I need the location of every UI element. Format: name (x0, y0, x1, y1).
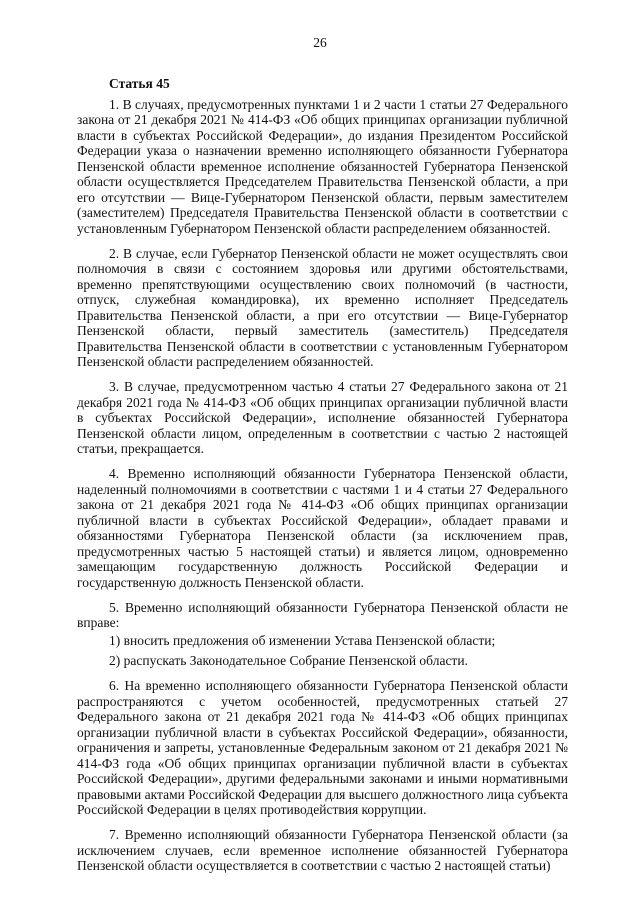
article-body (77, 76, 568, 883)
paragraph-1: 1. В случаях, предусмотренных пунктами 1 и 2 части 1 статьи 27 Федерального закона от 21 декабря 2021 № 414-ФЗ «Об общих принципах организации публичной власти в субъектах Российской Федерации», до издания Президентом Российской Федерации указа о назначении временно исполняющего обязанности Губернатора Пензенской области временное исполнение обязанностей Губернатора Пензенской области осуществляется Председателем Правительства Пензенской области, а при его отсутствии — Вице-Губернатором Пензенской области, первым заместителем (заместителем) Председателя Правительства Пензенской области в соответствии с установленным Губернатором Пензенской области распределением обязанностей. (77, 96, 568, 236)
list-item-2: 2) распускать Законодательное Собрание Пензенской области. (109, 653, 468, 668)
paragraph-3: 3. В случае, предусмотренном частью 4 статьи 27 Федерального закона от 21 декабря 2021 года № 414-ФЗ «Об общих принципах организации публичной власти в субъектах Российской Федерации», исполнение обязанностей Губернатора Пензенской области лицом, определенным в соответствии с частью 2 настоящей статьи, прекращается. (77, 379, 568, 456)
paragraph-4: 4. Временно исполняющий обязанности Губернатора Пензенской области, наделенный полномочиями в соответствии с частями 1 и 4 статьи 27 Федерального закона от 21 декабря 2021 года № 414-ФЗ «Об общих принципах организации публичной власти в субъектах Российской Федерации», обладает правами и обязанностями Губернатора Пензенской области (за исключением прав, предусмотренных частью 5 настоящей статьи) и является лицом, одновременно замещающим государственную должность Российской Федерации и государственную должность Пензенской области. (77, 466, 568, 590)
paragraph-7: 7. Временно исполняющий обязанности Губернатора Пензенской области (за исключением случаев, если временное исполнение обязанностей Губернатора Пензенской области осуществляется в соответствии с частью 2 настоящей статьи) (77, 827, 568, 873)
article-title: Статья 45 (109, 76, 170, 91)
paragraph-5: 5. Временно исполняющий обязанности Губернатора Пензенской области не вправе: (77, 599, 568, 630)
page-number: 26 (313, 35, 327, 50)
paragraph-6: 6. На временно исполняющего обязанности Губернатора Пензенской области распространяются с учетом особенностей, предусмотренных статьей 27 Федерального закона от 21 декабря 2021 года № 414-ФЗ «Об общих принципах организации публичной власти в субъектах Российской Федерации», обязанности, ограничения и запреты, установленные Федеральным законом от 21 декабря 2021 № 414-ФЗ года «Об общих принципах организации публичной власти в субъектах Российской Федерации», другими федеральными законами и иными нормативными правовыми актами Российской Федерации для высшего должностного лица субъекта Российской Федерации в целях противодействия коррупции. (77, 678, 568, 817)
paragraph-2: 2. В случае, если Губернатор Пензенской области не может осуществлять свои полномочия в связи с состоянием здоровья или другими обстоятельствами, временно препятствующими осуществлению своих полномочий (в частности, отпуск, служебная командировка), их временно исполняет Председатель Правительства Пензенской области, а при его отсутствии — Вице-Губернатор Пензенской области, первый заместитель (заместитель) Председателя Правительства Пензенской области в соответствии с установленным Губернатором Пензенской области распределением обязанностей. (77, 245, 568, 369)
list-item-1: 1) вносить предложения об изменении Устава Пензенской области; (109, 632, 496, 648)
